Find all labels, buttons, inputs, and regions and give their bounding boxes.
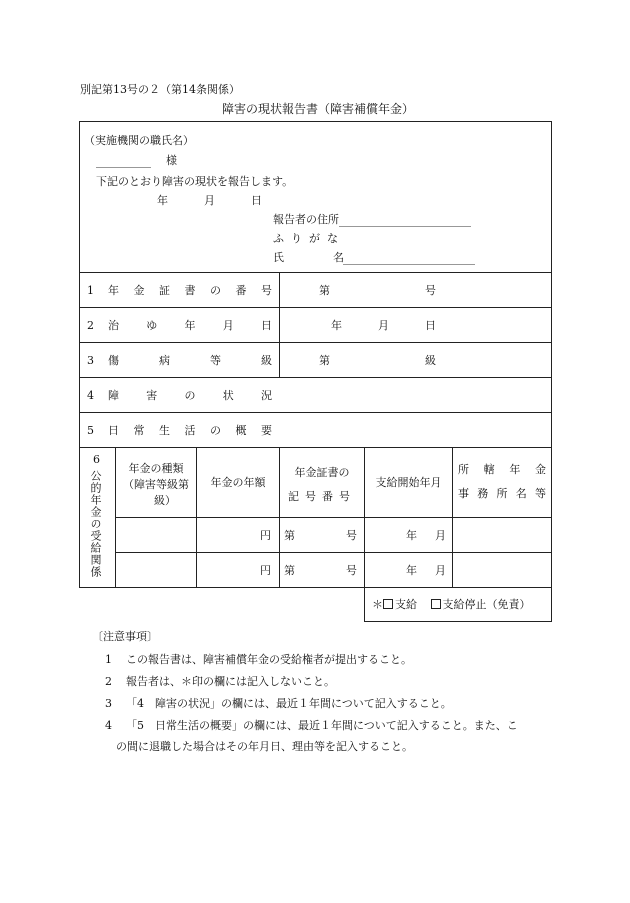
row4-label: 障 害 の 状 況 xyxy=(108,389,272,402)
note2-number: 2 xyxy=(105,675,112,688)
note1-number: 1 xyxy=(105,653,112,666)
note1-text: この報告書は、障害補償年金の受給権者が提出すること。 xyxy=(126,653,412,666)
col-start-month: 支給開始年月 xyxy=(375,476,442,489)
row4-number: 4 xyxy=(87,389,94,402)
col-pension-type xyxy=(116,461,196,509)
date-day: 日 xyxy=(251,194,262,207)
row6b-yen: 円 xyxy=(260,564,271,577)
row6b-go: 号 xyxy=(346,564,357,577)
date-month: 月 xyxy=(204,194,215,207)
form-number: 別記第13号の２（第14条関係） xyxy=(80,83,240,96)
row3-kyu: 級 xyxy=(425,354,436,367)
col-office-line2: 事 務 所 名 等 xyxy=(458,487,546,500)
col-cert-line2: 記号番号 xyxy=(288,490,356,503)
checkbox-icon[interactable] xyxy=(383,599,393,609)
section6-number: 6 xyxy=(93,453,100,466)
name-label-1: 氏 xyxy=(273,251,284,264)
status-option-suspension: 支給停止（免責） xyxy=(442,598,531,611)
row6a-dai: 第 xyxy=(284,529,295,542)
col-cert-number xyxy=(280,461,364,509)
row6b-dai: 第 xyxy=(284,564,295,577)
row6b-month: 月 xyxy=(435,564,446,577)
agency-label: （実施機関の職氏名） xyxy=(84,134,194,147)
row2-day: 日 xyxy=(425,319,436,332)
note2-text: 報告者は、＊印の欄には記入しないこと。 xyxy=(126,675,335,688)
row1-number: 1 xyxy=(87,284,94,297)
reporter-address-label: 報告者の住所 xyxy=(273,213,339,226)
row2-label: 治 ゆ 年 月 日 xyxy=(108,319,272,332)
name-label-2: 名 xyxy=(333,251,344,264)
status-options xyxy=(372,599,531,610)
reporter-address-blank[interactable]: ________________________ xyxy=(339,214,471,227)
row5-number: 5 xyxy=(87,424,94,437)
furigana-label: ふりがな xyxy=(273,232,345,245)
form-title: 障害の現状報告書（障害補償年金） xyxy=(222,102,415,116)
status-option-payment: 支給 xyxy=(395,598,417,611)
row3-number: 3 xyxy=(87,354,94,367)
row5-label: 日 常 生 活 の 概 要 xyxy=(108,424,272,437)
addressee-blank[interactable]: __________ xyxy=(96,155,151,168)
section6-label: 公的年金の受給関係 xyxy=(89,470,102,578)
name-blank[interactable]: ________________________ xyxy=(343,252,475,265)
note3-text: 「4 障害の状況」の欄には、最近１年間について記入すること。 xyxy=(126,697,452,710)
row3-dai: 第 xyxy=(319,354,330,367)
row2-number: 2 xyxy=(87,319,94,332)
checkbox-icon[interactable] xyxy=(431,599,441,609)
row6a-year: 年 xyxy=(406,529,417,542)
col-pension-type-line1: 年金の種類 xyxy=(128,462,184,475)
row1-dai: 第 xyxy=(319,284,330,297)
col-pension-type-line2: （障害等級第 xyxy=(123,478,189,491)
row6b-year: 年 xyxy=(406,564,417,577)
notes-heading: 〔注意事項〕 xyxy=(92,630,158,643)
row2-year: 年 xyxy=(331,319,342,332)
note4-text-line2: の間に退職した場合はその年月日、理由等を記入すること。 xyxy=(116,740,413,753)
col-office-line1: 所 轄 年 金 xyxy=(458,463,546,476)
row1-go: 号 xyxy=(425,284,436,297)
col-pension-type-line3: 級） xyxy=(154,494,176,507)
note3-number: 3 xyxy=(105,697,112,710)
status-asterisk: ＊ xyxy=(372,598,383,611)
col-pension-amount: 年金の年額 xyxy=(210,476,266,489)
row6a-month: 月 xyxy=(435,529,446,542)
row6a-go: 号 xyxy=(346,529,357,542)
row3-label: 傷 病 等 級 xyxy=(108,354,272,367)
date-year: 年 xyxy=(157,194,168,207)
col-cert-line1: 年金証書の xyxy=(294,466,350,479)
intro-text: 下記のとおり障害の現状を報告します。 xyxy=(96,175,294,188)
note4-number: 4 xyxy=(105,719,112,732)
row1-label: 年 金 証 書 の 番 号 xyxy=(108,284,272,297)
row6a-yen: 円 xyxy=(260,529,271,542)
addressee-honorific: 様 xyxy=(166,154,177,167)
note4-text: 「5 日常生活の概要」の欄には、最近１年間について記入すること。また、こ xyxy=(126,719,518,732)
row2-month: 月 xyxy=(378,319,389,332)
